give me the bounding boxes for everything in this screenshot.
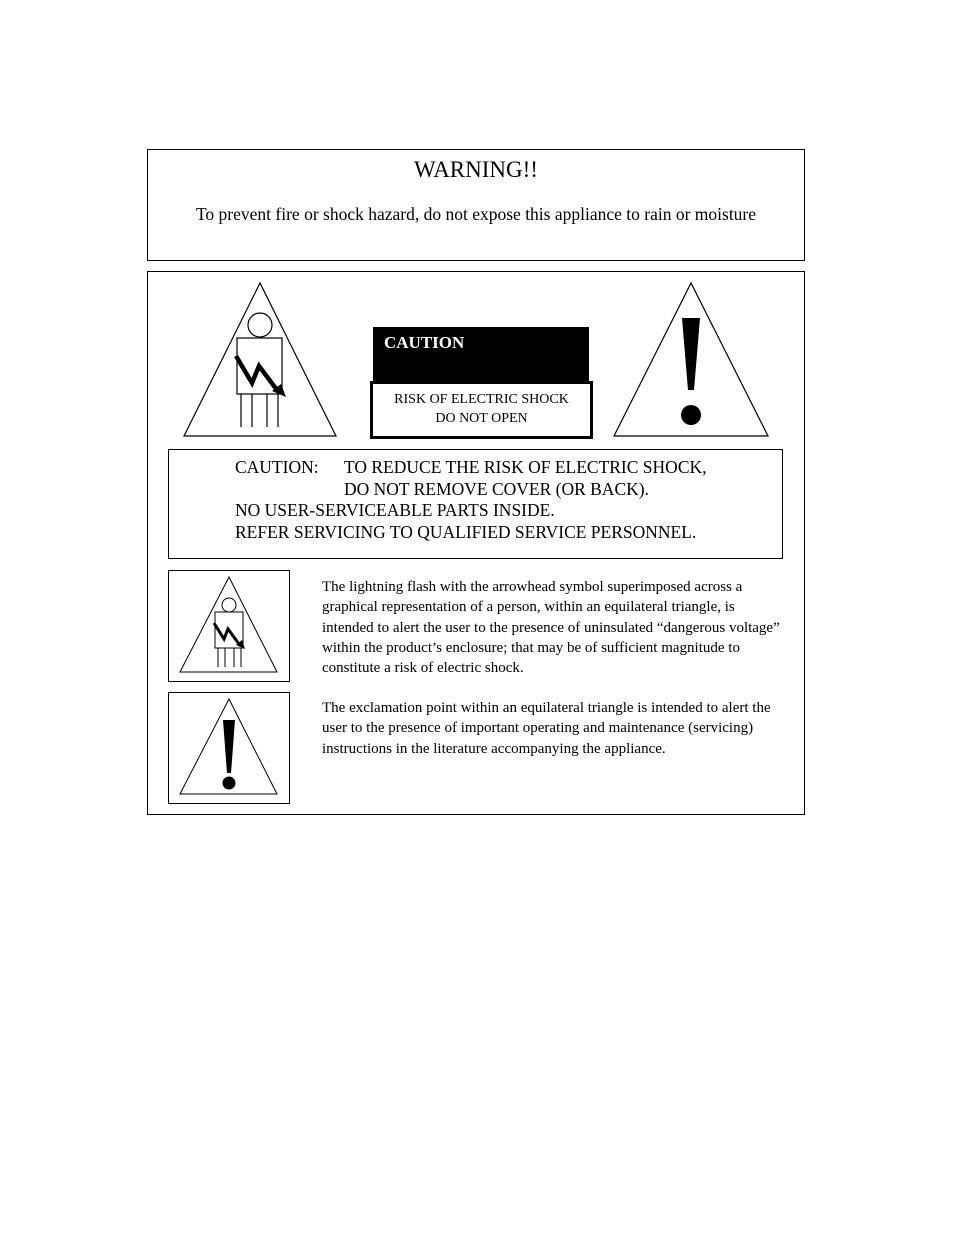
exclamation-triangle-icon (611, 280, 771, 439)
symbol-box-shock (168, 570, 290, 682)
caution-line: NO USER-SERVICEABLE PARTS INSIDE. (235, 500, 555, 520)
exclamation-symbol-description: The exclamation point within an equilateral triangle is intended to alert the user to the presence of important operating and maintenance (servicing) instructions in the literature accompanying the appliance. (322, 700, 771, 757)
do-not-open-line: DO NOT OPEN (435, 411, 528, 426)
lightning-person-triangle-icon (181, 280, 339, 439)
lightning-person-triangle-icon (169, 571, 288, 680)
lightning-symbol-description: The lightning flash with the arrowhead symbol superimposed across a graphical representation of a person, within an equilateral triangle, is intended to alert the user to the presence of uninsulated “dangerous voltage” within the product’s enclosure; that may be of sufficient magnitude to constitute a risk of electric shock. (322, 579, 780, 677)
symbol-box-exclamation (168, 692, 290, 804)
caution-text-box (168, 449, 783, 559)
warning-box (147, 149, 805, 261)
warning-title: WARNING!! (414, 157, 538, 182)
caution-label-header (373, 327, 589, 381)
caution-line: TO REDUCE THE RISK OF ELECTRIC SHOCK, (344, 457, 707, 477)
caution-label-title: CAUTION (384, 333, 465, 352)
exclamation-triangle-icon (169, 693, 288, 802)
shock-risk-line: RISK OF ELECTRIC SHOCK (394, 392, 569, 407)
caution-heading: CAUTION: (235, 457, 319, 477)
caution-line: DO NOT REMOVE COVER (OR BACK). (344, 479, 649, 499)
caution-line: REFER SERVICING TO QUALIFIED SERVICE PERSONNEL. (235, 522, 697, 542)
shock-risk-label (370, 381, 593, 439)
warning-text: To prevent fire or shock hazard, do not expose this appliance to rain or moisture (195, 204, 757, 224)
